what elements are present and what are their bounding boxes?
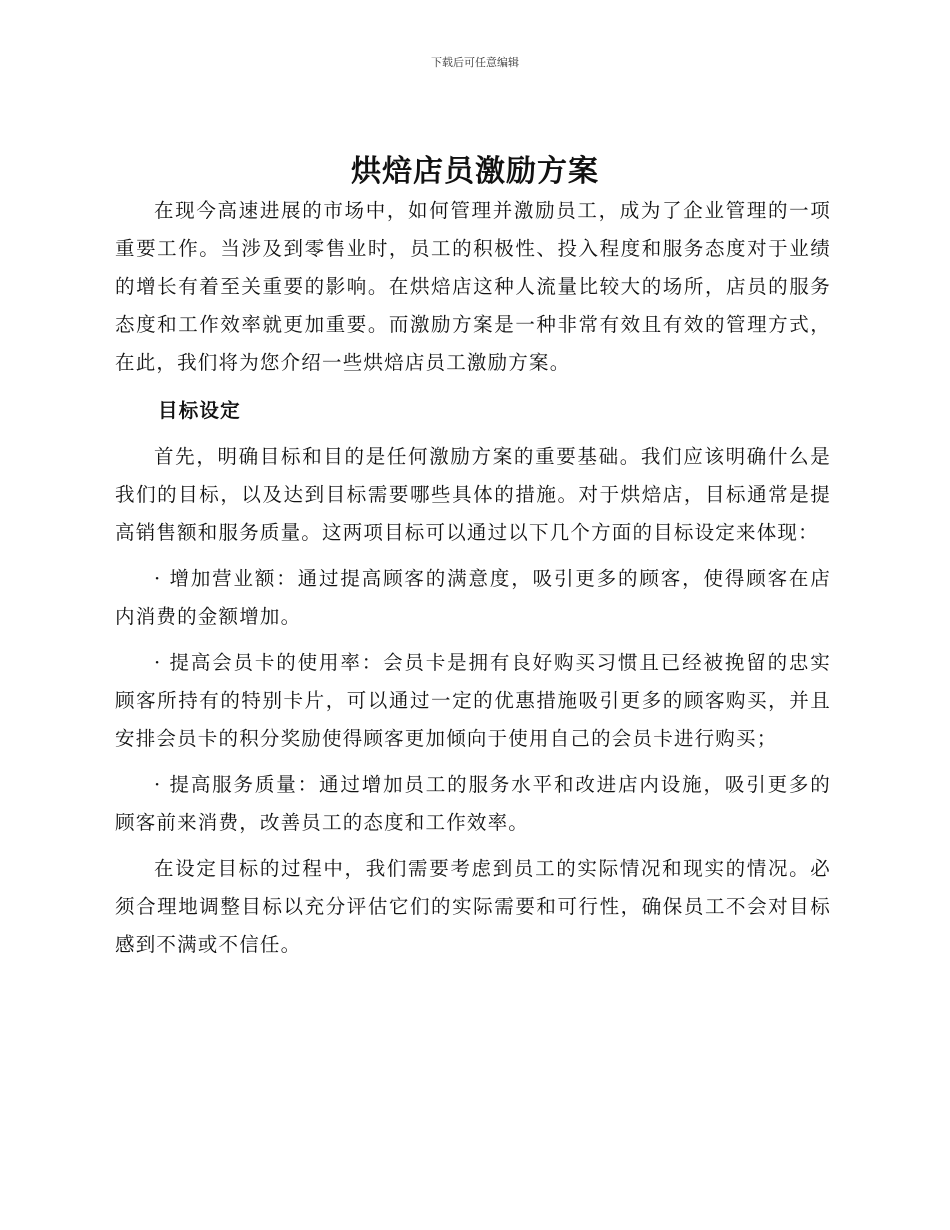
section-heading-goal-setting: 目标设定 bbox=[158, 399, 241, 422]
section-intro-paragraph: 首先，明确目标和目的是任何激励方案的重要基础。我们应该明确什么是我们的目标，以及达到目标需要哪些具体的措施。对于烘焙店，目标通常是提高销售额和服务质量。这两项目标可以通过以下几个方面的目标设定来体现： bbox=[115, 445, 831, 544]
closing-paragraph: 在设定目标的过程中，我们需要考虑到员工的实际情况和现实的情况。必须合理地调整目标以充分评估它们的实际需要和可行性，确保员工不会对目标感到不满或不信任。 bbox=[115, 857, 831, 956]
document-body bbox=[115, 192, 831, 964]
page-header-note: 下载后可任意编辑 bbox=[431, 56, 519, 69]
bullet-item: · 增加营业额：通过提高顾客的满意度，吸引更多的顾客，使得顾客在店内消费的金额增加。 bbox=[115, 567, 831, 628]
intro-paragraph: 在现今高速进展的市场中，如何管理并激励员工，成为了企业管理的一项重要工作。当涉及到零售业时，员工的积极性、投入程度和服务态度对于业绩的增长有着至关重要的影响。在烘焙店这种人流量比较大的场所，店员的服务态度和工作效率就更加重要。而激励方案是一种非常有效且有效的管理方式，在此，我们将为您介绍一些烘焙店员工激励方案。 bbox=[115, 199, 831, 374]
bullet-item: · 提高会员卡的使用率：会员卡是拥有良好购买习惯且已经被挽留的忠实顾客所持有的特别卡片，可以通过一定的优惠措施吸引更多的顾客购买，并且安排会员卡的积分奖励使得顾客更加倾向于使用自己的会员卡进行购买； bbox=[115, 651, 831, 750]
bullet-item: · 提高服务质量：通过增加员工的服务水平和改进店内设施，吸引更多的顾客前来消费，改善员工的态度和工作效率。 bbox=[115, 773, 831, 834]
document-title: 烘焙店员激励方案 bbox=[351, 154, 599, 189]
